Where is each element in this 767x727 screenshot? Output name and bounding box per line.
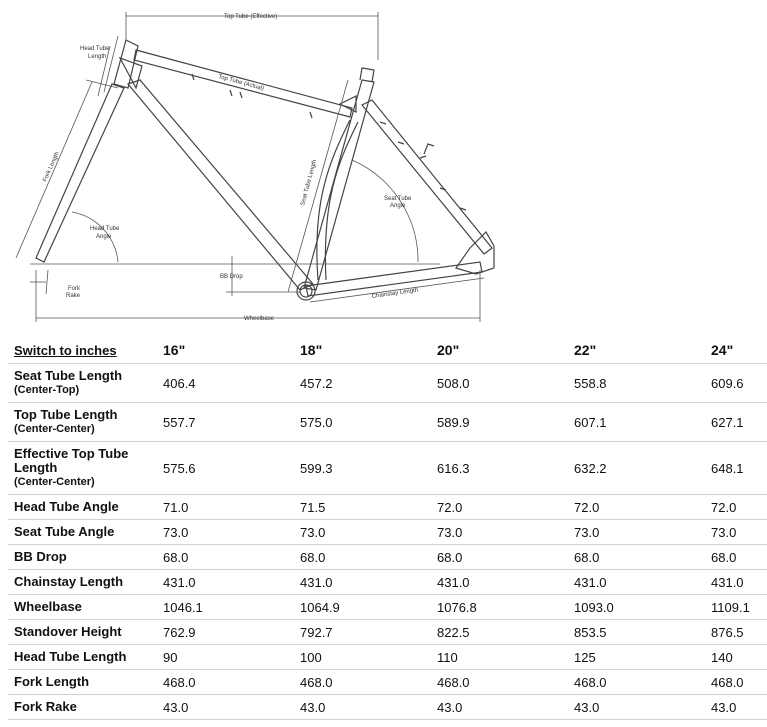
table-cell: 575.0: [294, 403, 431, 442]
table-cell: 43.0: [705, 695, 767, 720]
table-cell: 431.0: [431, 570, 568, 595]
label-seat-tube-angle-2: Angle: [390, 203, 406, 209]
row-label-cell: [8, 695, 157, 720]
table-cell: 632.2: [568, 442, 705, 495]
table-cell: 1109.1: [705, 595, 767, 620]
row-sublabel: (Center-Center): [14, 476, 95, 488]
label-chainstay-length: Chainstay Length: [371, 287, 419, 300]
label-wheelbase: Wheelbase: [244, 316, 275, 322]
table-cell: 73.0: [157, 520, 294, 545]
frame-geometry-diagram: [0, 0, 767, 330]
table-cell: 71.0: [157, 495, 294, 520]
table-cell: 431.0: [157, 570, 294, 595]
row-label-cell: [8, 670, 157, 695]
row-label: Chainstay Length: [14, 574, 124, 589]
row-label-cell: [8, 520, 157, 545]
table-cell: 431.0: [705, 570, 767, 595]
table-cell: 68.0: [568, 545, 705, 570]
table-cell: 73.0: [294, 520, 431, 545]
row-label: Fork Length: [14, 674, 90, 689]
table-cell: 792.7: [294, 620, 431, 645]
size-header: 18": [294, 337, 431, 364]
header-row: [8, 337, 767, 364]
table-cell: 508.0: [431, 364, 568, 403]
label-top-tube-actual: Top Tube (Actual): [217, 74, 265, 93]
table-cell: 876.5: [705, 620, 767, 645]
table-cell: 468.0: [705, 670, 767, 695]
row-sublabel: (Center-Center): [14, 423, 95, 435]
row-label: Seat Tube Angle: [14, 524, 115, 539]
table-cell: 457.2: [294, 364, 431, 403]
row-label-cell: [8, 620, 157, 645]
label-head-tube-angle-1: Head Tube: [90, 226, 120, 232]
label-head-tube-length-2: Length: [88, 54, 107, 60]
row-label: Top Tube Length: [14, 407, 118, 422]
table-cell: 68.0: [431, 545, 568, 570]
row-label: Standover Height: [14, 624, 122, 639]
table-cell: 589.9: [431, 403, 568, 442]
size-header: 16": [157, 337, 294, 364]
switch-to-inches-link[interactable]: Switch to inches: [8, 337, 157, 364]
table-cell: 822.5: [431, 620, 568, 645]
table-cell: 68.0: [705, 545, 767, 570]
row-label-cell: [8, 595, 157, 620]
table-body: [8, 364, 767, 720]
table-cell: 607.1: [568, 403, 705, 442]
label-head-tube-length-1: Head Tube: [80, 46, 110, 52]
table-cell: 1064.9: [294, 595, 431, 620]
table-row: [8, 645, 767, 670]
row-label: Head Tube Angle: [14, 499, 119, 514]
table-cell: 468.0: [294, 670, 431, 695]
table-cell: 468.0: [568, 670, 705, 695]
table-cell: 72.0: [431, 495, 568, 520]
table-cell: 609.6: [705, 364, 767, 403]
table-cell: 68.0: [294, 545, 431, 570]
row-label: Seat Tube Length: [14, 368, 123, 383]
row-label-cell: [8, 570, 157, 595]
support-tube: [317, 120, 350, 280]
table-row: [8, 545, 767, 570]
label-fork-rake-1: Fork: [68, 286, 80, 292]
table-cell: 72.0: [568, 495, 705, 520]
table-cell: 43.0: [157, 695, 294, 720]
label-top-tube-effective: Top Tube (Effective): [224, 14, 278, 20]
label-seat-tube-length: Seat Tube Length: [300, 159, 319, 207]
table-cell: 431.0: [294, 570, 431, 595]
label-fork-length: Fork Length: [42, 151, 61, 183]
row-label-cell: [8, 403, 157, 442]
table-cell: 72.0: [705, 495, 767, 520]
label-bb-drop: BB Drop: [220, 274, 243, 280]
rear-dropout: [456, 232, 494, 274]
row-label: Fork Rake: [14, 699, 77, 714]
table-row: [8, 403, 767, 442]
table-cell: 73.0: [705, 520, 767, 545]
table-row: [8, 595, 767, 620]
table-row: [8, 520, 767, 545]
table-cell: 557.7: [157, 403, 294, 442]
table-cell: 599.3: [294, 442, 431, 495]
size-header: 20": [431, 337, 568, 364]
row-label-cell: [8, 364, 157, 403]
table-cell: 616.3: [431, 442, 568, 495]
row-label-cell: [8, 645, 157, 670]
table-cell: 762.9: [157, 620, 294, 645]
table-cell: 71.5: [294, 495, 431, 520]
table-cell: 648.1: [705, 442, 767, 495]
table-cell: 90: [157, 645, 294, 670]
table-cell: 1076.8: [431, 595, 568, 620]
table-cell: 43.0: [431, 695, 568, 720]
size-header: 22": [568, 337, 705, 364]
table-cell: 73.0: [431, 520, 568, 545]
table-cell: 431.0: [568, 570, 705, 595]
table-row: [8, 695, 767, 720]
table-cell: 100: [294, 645, 431, 670]
down-tube: [128, 80, 313, 290]
table-row: [8, 364, 767, 403]
row-sublabel: (Center-Top): [14, 384, 80, 396]
head-tube: [114, 40, 138, 88]
row-label: Head Tube Length: [14, 649, 127, 664]
table-row: [8, 620, 767, 645]
table-cell: 406.4: [157, 364, 294, 403]
label-head-tube-angle-2: Angle: [96, 234, 112, 240]
table-cell: 110: [431, 645, 568, 670]
table-cell: 558.8: [568, 364, 705, 403]
table-row: [8, 570, 767, 595]
table-row: [8, 442, 767, 495]
table-cell: 73.0: [568, 520, 705, 545]
row-label-cell: [8, 545, 157, 570]
row-label: BB Drop: [14, 549, 67, 564]
geometry-table: [8, 337, 767, 720]
label-seat-tube-angle-1: Seat Tube: [384, 196, 412, 202]
table-row: [8, 670, 767, 695]
table-cell: 468.0: [157, 670, 294, 695]
table-cell: 68.0: [157, 545, 294, 570]
table-cell: 627.1: [705, 403, 767, 442]
row-label-cell: [8, 442, 157, 495]
table-cell: 140: [705, 645, 767, 670]
size-header: 24": [705, 337, 767, 364]
table-cell: 1093.0: [568, 595, 705, 620]
table-cell: 468.0: [431, 670, 568, 695]
table-cell: 853.5: [568, 620, 705, 645]
table-cell: 575.6: [157, 442, 294, 495]
row-label: Wheelbase: [14, 599, 82, 614]
label-fork-rake-2: Rake: [66, 293, 81, 299]
row-label-cell: [8, 495, 157, 520]
table-row: [8, 495, 767, 520]
table-cell: 125: [568, 645, 705, 670]
table-cell: 43.0: [294, 695, 431, 720]
row-label: Effective Top Tube Length: [14, 446, 129, 475]
table-cell: 43.0: [568, 695, 705, 720]
table-cell: 1046.1: [157, 595, 294, 620]
